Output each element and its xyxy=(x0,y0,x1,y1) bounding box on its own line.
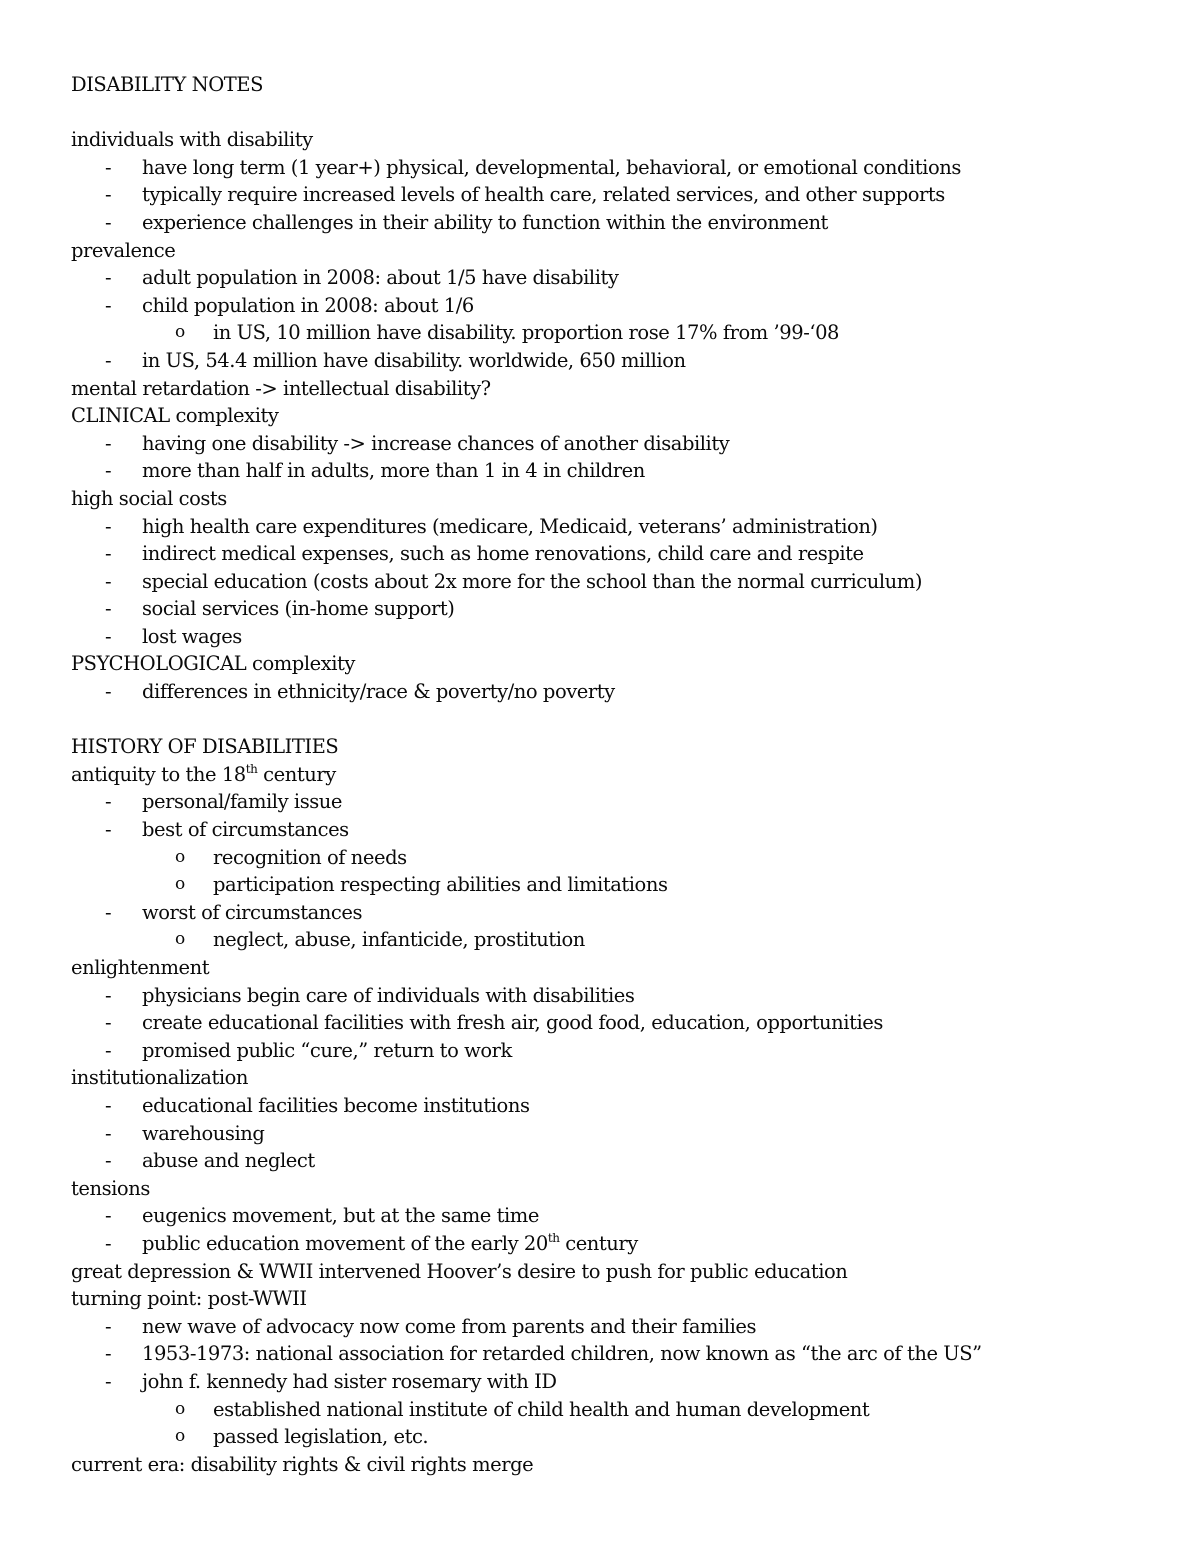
line-text: in US, 10 million have disability. proportion rose 17% from ’99-‘08 xyxy=(213,321,840,345)
dash-bullet-icon: - xyxy=(105,459,112,483)
dash-bullet-icon: - xyxy=(105,1149,112,1173)
bullet-item xyxy=(71,788,1151,816)
dash-bullet-icon: - xyxy=(105,514,112,538)
bullet-item xyxy=(71,1092,1151,1120)
line-text: create educational facilities with fresh air, good food, education, opportunities xyxy=(142,1011,883,1035)
line-text: typically require increased levels of health care, related services, and other supports xyxy=(142,183,945,207)
notes-body xyxy=(71,99,1151,1479)
line-text: mental retardation -> intellectual disability? xyxy=(71,376,491,400)
dash-bullet-icon: - xyxy=(105,624,112,648)
line-text: public education movement of the early 20 xyxy=(142,1231,548,1255)
line-text: eugenics movement, but at the same time xyxy=(142,1204,539,1228)
line-text: established national institute of child health and human development xyxy=(213,1397,870,1421)
line-text: adult population in 2008: about 1/5 have disability xyxy=(142,266,619,290)
section-heading xyxy=(71,1064,1151,1092)
line-text: having one disability -> increase chances of another disability xyxy=(142,431,730,455)
bullet-item xyxy=(71,1202,1151,1230)
bullet-item xyxy=(71,595,1151,623)
bullet-item xyxy=(71,623,1151,651)
line-text: physicians begin care of individuals with disabilities xyxy=(142,983,635,1007)
dash-bullet-icon: - xyxy=(105,348,112,372)
bullet-item xyxy=(71,678,1151,706)
line-text: PSYCHOLOGICAL complexity xyxy=(71,652,355,676)
dash-bullet-icon: - xyxy=(105,266,112,290)
line-text-continued: century xyxy=(257,762,336,786)
bullet-item xyxy=(71,154,1151,182)
dash-bullet-icon: - xyxy=(105,569,112,593)
dash-bullet-icon: - xyxy=(105,210,112,234)
dash-bullet-icon: - xyxy=(105,1369,112,1393)
line-text: participation respecting abilities and limitations xyxy=(213,873,668,897)
bullet-item xyxy=(71,1340,1151,1368)
section-heading xyxy=(71,1258,1151,1286)
dash-bullet-icon: - xyxy=(105,1204,112,1228)
bullet-item xyxy=(71,982,1151,1010)
dash-bullet-icon: - xyxy=(105,1011,112,1035)
line-text: promised public “cure,” return to work xyxy=(142,1038,512,1062)
line-text: neglect, abuse, infanticide, prostitution xyxy=(213,928,585,952)
bullet-item xyxy=(71,457,1151,485)
dash-bullet-icon: - xyxy=(105,431,112,455)
bullet-item xyxy=(71,1313,1151,1341)
blank-line xyxy=(71,706,1151,734)
sub-bullet-item xyxy=(71,871,1151,899)
line-text: differences in ethnicity/race & poverty/no poverty xyxy=(142,680,615,704)
dash-bullet-icon: - xyxy=(105,1314,112,1338)
line-text: antiquity to the 18 xyxy=(71,762,246,786)
line-text: enlightenment xyxy=(71,956,210,979)
line-text: high health care expenditures (medicare, Medicaid, veterans’ administration) xyxy=(142,514,878,538)
dash-bullet-icon: - xyxy=(105,1093,112,1117)
line-text: 1953-1973: national association for retarded children, now known as “the arc of the US” xyxy=(142,1342,982,1366)
section-heading xyxy=(71,650,1151,678)
line-text: special education (costs about 2x more for the school than the normal curriculum) xyxy=(142,569,922,593)
section-heading xyxy=(71,485,1151,513)
line-text: prevalence xyxy=(71,238,176,262)
line-text: child population in 2008: about 1/6 xyxy=(142,293,474,317)
dash-bullet-icon: - xyxy=(105,983,112,1007)
line-text: HISTORY OF DISABILITIES xyxy=(71,735,339,759)
line-text: in US, 54.4 million have disability. worldwide, 650 million xyxy=(142,348,686,372)
section-heading xyxy=(71,402,1151,430)
line-text: educational facilities become institutions xyxy=(142,1093,530,1117)
bullet-item xyxy=(71,1009,1151,1037)
line-text: current era: disability rights & civil rights merge xyxy=(71,1452,534,1476)
dash-bullet-icon: - xyxy=(105,542,112,566)
line-text-continued: century xyxy=(559,1231,638,1255)
dash-bullet-icon: - xyxy=(105,1121,112,1145)
line-text: lost wages xyxy=(142,624,242,648)
line-text: personal/family issue xyxy=(142,790,343,814)
sub-bullet-item xyxy=(71,926,1151,954)
section-heading xyxy=(71,954,1151,982)
bullet-item xyxy=(71,1120,1151,1148)
line-text: worst of circumstances xyxy=(142,900,362,924)
section-heading xyxy=(71,733,1151,761)
section-heading xyxy=(71,1285,1151,1313)
bullet-item xyxy=(71,181,1151,209)
dash-bullet-icon: - xyxy=(105,293,112,317)
dash-bullet-icon: - xyxy=(105,900,112,924)
document-title: DISABILITY NOTES xyxy=(71,73,263,96)
line-text: great depression & WWII intervened Hoover’s desire to push for public education xyxy=(71,1259,848,1283)
superscript: th xyxy=(245,761,258,776)
line-text: recognition of needs xyxy=(213,845,407,869)
circle-bullet-icon: o xyxy=(175,322,185,343)
superscript: th xyxy=(547,1230,560,1245)
circle-bullet-icon: o xyxy=(175,1398,185,1419)
sub-bullet-item xyxy=(71,844,1151,872)
section-heading xyxy=(71,1175,1151,1203)
bullet-item xyxy=(71,292,1151,320)
bullet-item xyxy=(71,347,1151,375)
bullet-item xyxy=(71,568,1151,596)
dash-bullet-icon: - xyxy=(105,790,112,814)
line-text: social services (in-home support) xyxy=(142,597,455,621)
bullet-item xyxy=(71,1147,1151,1175)
line-text: john f. kennedy had sister rosemary with ID xyxy=(142,1369,557,1393)
circle-bullet-icon: o xyxy=(175,929,185,950)
sub-bullet-item xyxy=(71,319,1151,347)
dash-bullet-icon: - xyxy=(105,597,112,621)
dash-bullet-icon: - xyxy=(105,155,112,179)
dash-bullet-icon: - xyxy=(105,183,112,207)
bullet-item xyxy=(71,816,1151,844)
sub-bullet-item xyxy=(71,1396,1151,1424)
line-text: high social costs xyxy=(71,486,227,510)
bullet-item xyxy=(71,430,1151,458)
line-text: have long term (1 year+) physical, developmental, behavioral, or emotional conditions xyxy=(142,155,961,179)
bullet-item xyxy=(71,209,1151,237)
line-text: experience challenges in their ability to function within the environment xyxy=(142,210,828,234)
bullet-item xyxy=(71,513,1151,541)
document-page xyxy=(71,71,1151,1478)
bullet-item xyxy=(71,540,1151,568)
dash-bullet-icon: - xyxy=(105,818,112,842)
line-text: individuals with disability xyxy=(71,128,313,152)
section-heading xyxy=(71,1451,1151,1479)
bullet-item xyxy=(71,1230,1151,1258)
bullet-item xyxy=(71,1368,1151,1396)
circle-bullet-icon: o xyxy=(175,1426,185,1447)
circle-bullet-icon: o xyxy=(175,874,185,895)
line-text: tensions xyxy=(71,1176,150,1200)
bullet-item xyxy=(71,899,1151,927)
section-heading xyxy=(71,126,1151,154)
line-text: institutionalization xyxy=(71,1066,249,1090)
line-text: CLINICAL complexity xyxy=(71,404,279,428)
line-text: new wave of advocacy now come from parents and their families xyxy=(142,1314,757,1338)
dash-bullet-icon: - xyxy=(105,1038,112,1062)
sub-bullet-item xyxy=(71,1423,1151,1451)
section-heading xyxy=(71,375,1151,403)
section-heading xyxy=(71,237,1151,265)
section-heading xyxy=(71,761,1151,789)
blank-line xyxy=(71,99,1151,127)
line-text: abuse and neglect xyxy=(142,1149,315,1173)
line-text: best of circumstances xyxy=(142,818,349,842)
dash-bullet-icon: - xyxy=(105,1231,112,1255)
bullet-item xyxy=(71,1037,1151,1065)
bullet-item xyxy=(71,264,1151,292)
line-text: warehousing xyxy=(142,1121,265,1145)
line-text: turning point: post-WWII xyxy=(71,1287,307,1311)
line-text: passed legislation, etc. xyxy=(213,1425,429,1449)
dash-bullet-icon: - xyxy=(105,680,112,704)
line-text: indirect medical expenses, such as home renovations, child care and respite xyxy=(142,542,864,566)
circle-bullet-icon: o xyxy=(175,846,185,867)
dash-bullet-icon: - xyxy=(105,1342,112,1366)
line-text: more than half in adults, more than 1 in 4 in children xyxy=(142,459,645,483)
